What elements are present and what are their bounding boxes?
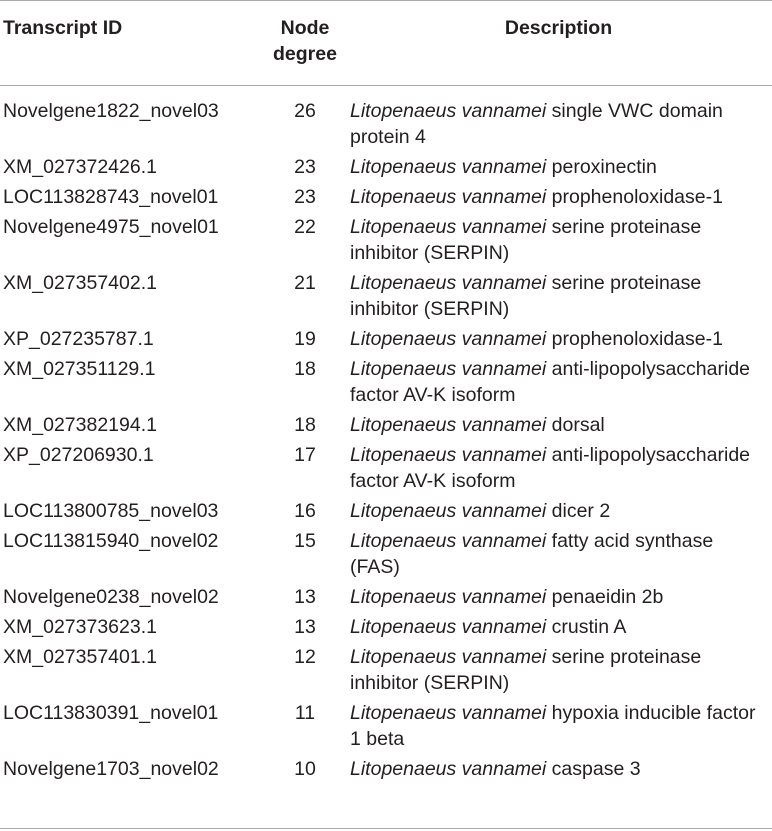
cell-transcript-id: LOC113800785_novel03	[3, 500, 219, 522]
header-node-degree-line1: Node	[280, 17, 330, 39]
gene-description: prophenoloxidase-1	[551, 186, 723, 208]
cell-node-degree: 22	[294, 216, 316, 238]
cell-node-degree: 17	[294, 444, 316, 466]
cell-node-degree: 13	[294, 616, 316, 638]
cell-transcript-id: XP_027206930.1	[3, 444, 154, 466]
gene-description: single VWC domain protein 4	[350, 100, 723, 148]
gene-description: dorsal	[551, 414, 605, 436]
cell-node-degree: 13	[294, 586, 316, 608]
gene-description: dicer 2	[551, 500, 611, 522]
cell-transcript-id: LOC113830391_novel01	[3, 702, 219, 724]
cell-transcript-id: Novelgene1703_novel02	[3, 758, 219, 780]
table-row	[0, 614, 772, 644]
table-row	[0, 700, 772, 756]
cell-description	[345, 644, 772, 700]
table-row	[0, 214, 772, 270]
cell-node-degree: 18	[294, 358, 316, 380]
cell-node-degree: 16	[294, 500, 316, 522]
cell-description	[345, 356, 772, 412]
cell-description	[345, 528, 772, 584]
cell-node-degree: 15	[294, 530, 316, 552]
cell-transcript-id: XM_027357401.1	[3, 646, 157, 668]
gene-description: anti-lipopolysaccharide factor AV-K isoform	[350, 358, 751, 406]
cell-transcript-id: XM_027382194.1	[3, 414, 157, 436]
cell-node-degree: 12	[294, 646, 316, 668]
species-name: Litopenaeus vannamei	[350, 358, 547, 380]
cell-transcript-id: XP_027235787.1	[3, 328, 154, 350]
header-node-degree	[265, 1, 345, 86]
species-name: Litopenaeus vannamei	[350, 444, 547, 466]
cell-transcript-id: XM_027372426.1	[3, 156, 157, 178]
table-row	[0, 184, 772, 214]
header-transcript-id: Transcript ID	[3, 17, 123, 39]
table-body	[0, 86, 772, 793]
cell-transcript-id: XM_027357402.1	[3, 272, 157, 294]
cell-description	[345, 184, 772, 214]
species-name: Litopenaeus vannamei	[350, 156, 547, 178]
cell-transcript-id: LOC113828743_novel01	[3, 186, 219, 208]
table-row	[0, 756, 772, 792]
cell-transcript-id: LOC113815940_novel02	[3, 530, 219, 552]
species-name: Litopenaeus vannamei	[350, 616, 547, 638]
table-row	[0, 326, 772, 356]
table-row	[0, 644, 772, 700]
cell-node-degree: 23	[294, 156, 316, 178]
cell-description	[345, 498, 772, 528]
table-row	[0, 86, 772, 155]
gene-description: caspase 3	[551, 758, 641, 780]
cell-description	[345, 584, 772, 614]
cell-transcript-id: Novelgene4975_novel01	[3, 216, 219, 238]
gene-description: fatty acid synthase (FAS)	[350, 530, 714, 578]
table-row	[0, 528, 772, 584]
species-name: Litopenaeus vannamei	[350, 186, 547, 208]
table-row	[0, 442, 772, 498]
cell-description	[345, 86, 772, 155]
species-name: Litopenaeus vannamei	[350, 328, 547, 350]
cell-description	[345, 442, 772, 498]
species-name: Litopenaeus vannamei	[350, 272, 547, 294]
header-description: Description	[504, 17, 613, 39]
gene-description: serine proteinase inhibitor (SERPIN)	[350, 272, 702, 320]
gene-description: anti-lipopolysaccharide factor AV-K isoform	[350, 444, 751, 492]
species-name: Litopenaeus vannamei	[350, 500, 547, 522]
cell-description	[345, 614, 772, 644]
cell-node-degree: 11	[294, 702, 316, 724]
gene-description: prophenoloxidase-1	[551, 328, 723, 350]
species-name: Litopenaeus vannamei	[350, 414, 547, 436]
cell-node-degree: 10	[294, 758, 316, 780]
table-row	[0, 412, 772, 442]
header-node-degree-line2: degree	[273, 43, 337, 65]
cell-transcript-id: XM_027373623.1	[3, 616, 157, 638]
table-row	[0, 356, 772, 412]
cell-node-degree: 21	[294, 272, 316, 294]
header-row	[0, 1, 772, 86]
table-row	[0, 270, 772, 326]
gene-description: hypoxia inducible factor 1 beta	[350, 702, 756, 750]
gene-description: penaeidin 2b	[551, 586, 664, 608]
table-row	[0, 154, 772, 184]
species-name: Litopenaeus vannamei	[350, 758, 547, 780]
species-name: Litopenaeus vannamei	[350, 216, 547, 238]
gene-description: serine proteinase inhibitor (SERPIN)	[350, 646, 702, 694]
gene-description: serine proteinase inhibitor (SERPIN)	[350, 216, 702, 264]
table-row	[0, 584, 772, 614]
cell-transcript-id: Novelgene1822_novel03	[3, 100, 219, 122]
species-name: Litopenaeus vannamei	[350, 646, 547, 668]
table-row	[0, 498, 772, 528]
cell-node-degree: 23	[294, 186, 316, 208]
cell-description	[345, 700, 772, 756]
cell-node-degree: 19	[294, 328, 316, 350]
species-name: Litopenaeus vannamei	[350, 100, 547, 122]
cell-description	[345, 326, 772, 356]
species-name: Litopenaeus vannamei	[350, 586, 547, 608]
cell-transcript-id: XM_027351129.1	[3, 358, 156, 380]
species-name: Litopenaeus vannamei	[350, 530, 547, 552]
gene-description: peroxinectin	[551, 156, 657, 178]
table-bottom-rule	[0, 828, 772, 829]
cell-transcript-id: Novelgene0238_novel02	[3, 586, 219, 608]
species-name: Litopenaeus vannamei	[350, 702, 547, 724]
table-header	[0, 1, 772, 86]
cell-description	[345, 412, 772, 442]
gene-description: crustin A	[551, 616, 627, 638]
cell-description	[345, 214, 772, 270]
cell-node-degree: 18	[294, 414, 316, 436]
cell-node-degree: 26	[294, 100, 316, 122]
cell-description	[345, 756, 772, 792]
cell-description	[345, 154, 772, 184]
cell-description	[345, 270, 772, 326]
